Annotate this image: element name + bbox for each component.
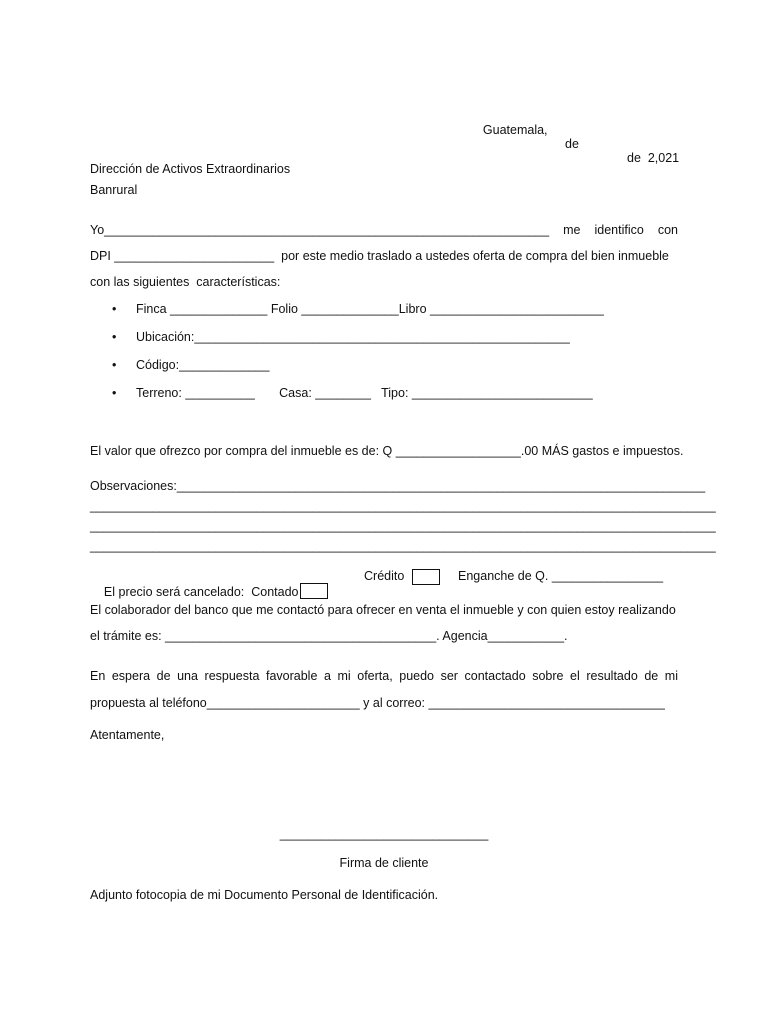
closing: Atentamente, bbox=[90, 728, 165, 742]
bullet-ubicacion: Ubicación:______________________________________________________ bbox=[136, 330, 570, 344]
date-place: Guatemala, bbox=[482, 123, 548, 137]
recipient-line-1: Dirección de Activos Extraordinarios bbox=[90, 162, 291, 176]
date-de-1: de bbox=[565, 137, 579, 151]
bullet-dot: • bbox=[112, 330, 117, 344]
espera-line-2: propuesta al teléfono______________________ y al correo: __________________________________ bbox=[90, 696, 665, 710]
observaciones-label: Observaciones:____________________________________________________________________________ bbox=[90, 479, 706, 493]
identifico-word: identifico bbox=[594, 223, 644, 237]
observaciones-line-2: __________________________________________________________________________________________ bbox=[90, 519, 716, 533]
enganche-label: Enganche de Q. ________________ bbox=[458, 569, 664, 583]
caracteristicas-line: con las siguientes características: bbox=[90, 275, 281, 289]
recipient-line-2: Banrural bbox=[90, 183, 138, 197]
date-de-2: de 2,021 bbox=[627, 151, 680, 165]
contado-checkbox[interactable] bbox=[300, 583, 328, 599]
me-word: me bbox=[563, 223, 581, 237]
bullet-dot: • bbox=[112, 386, 117, 400]
credito-checkbox[interactable] bbox=[412, 569, 440, 585]
signature-label: Firma de cliente bbox=[339, 856, 429, 870]
adjunto-line: Adjunto fotocopia de mi Documento Personal de Identificación. bbox=[90, 888, 439, 902]
bullet-finca: Finca ______________ Folio ______________Libro _________________________ bbox=[136, 302, 604, 316]
observaciones-line-3: __________________________________________________________________________________________ bbox=[90, 539, 716, 553]
colaborador-line-1: El colaborador del banco que me contactó para ofrecer en venta el inmueble y con quien estoy realizando bbox=[90, 603, 676, 617]
signature-line: ______________________________ bbox=[279, 827, 489, 841]
bullet-dot: • bbox=[112, 302, 117, 316]
con-word: con bbox=[657, 223, 678, 237]
dpi-line: DPI _______________________ por este medio traslado a ustedes oferta de compra del bien inmueble bbox=[90, 249, 669, 263]
intro-line-1 bbox=[90, 223, 678, 237]
date-line bbox=[469, 109, 680, 179]
credito-label: Crédito bbox=[364, 569, 405, 583]
colaborador-line-2: el trámite es: _______________________________________. Agencia___________. bbox=[90, 629, 568, 643]
bullet-codigo: Código:_____________ bbox=[136, 358, 270, 372]
bullet-terreno: Terreno: __________ Casa: ________ Tipo: __________________________ bbox=[136, 386, 593, 400]
valor-line: El valor que ofrezco por compra del inmueble es de: Q __________________.00 MÁS gastos e impuestos. bbox=[90, 444, 684, 458]
bullet-dot: • bbox=[112, 358, 117, 372]
observaciones-line-1: __________________________________________________________________________________________ bbox=[90, 499, 716, 513]
espera-line-1: En espera de una respuesta favorable a mi oferta, puedo ser contactado sobre el resultado de mi bbox=[90, 669, 678, 683]
precio-label: El precio será cancelado: Contado bbox=[103, 585, 299, 599]
yo-blank: Yo________________________________________________________________ bbox=[90, 223, 550, 237]
